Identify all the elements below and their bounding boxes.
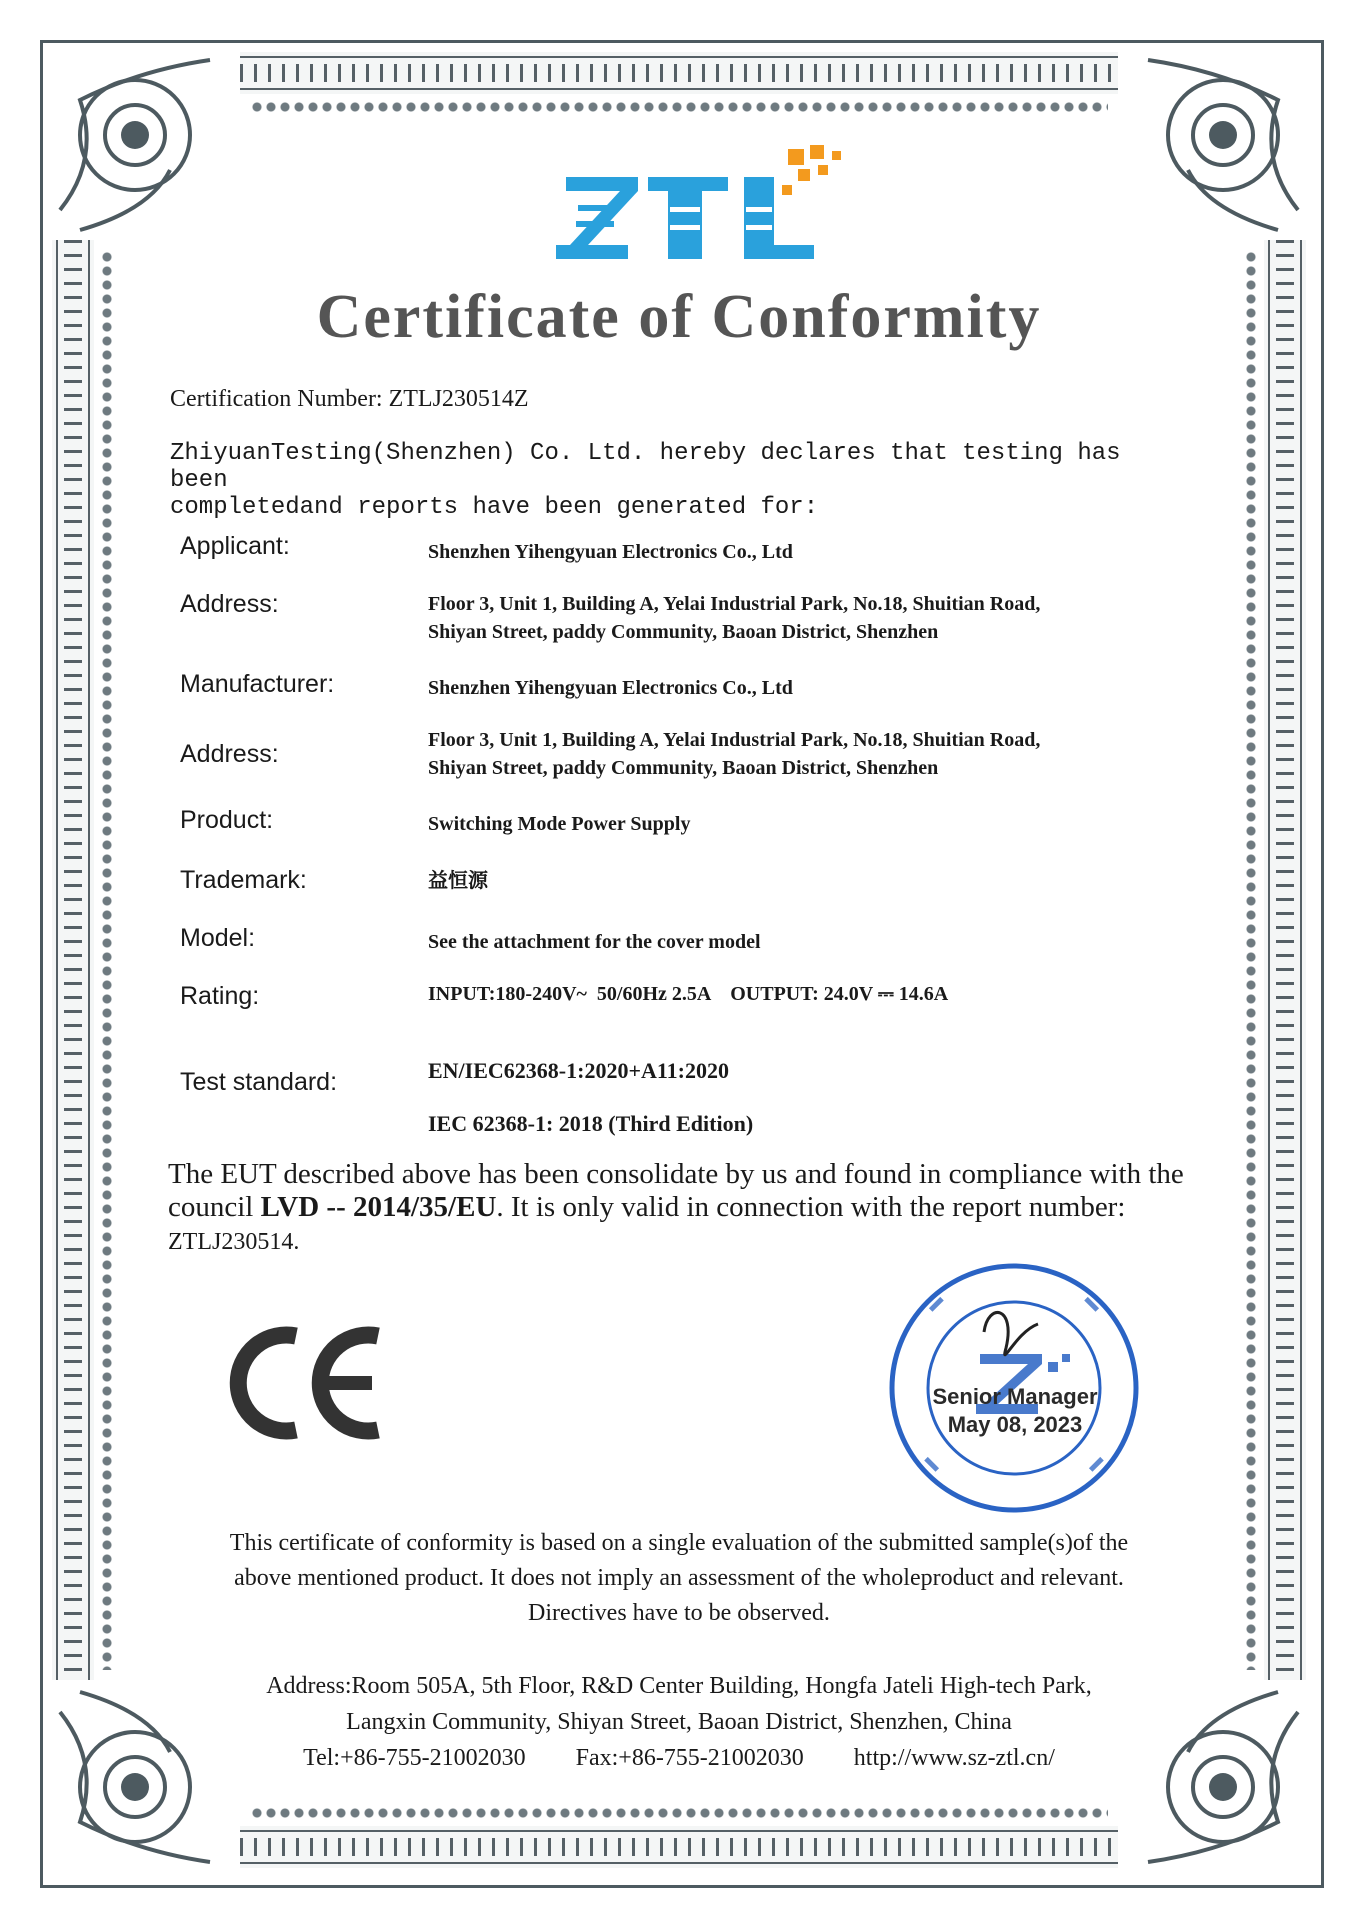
compliance-part-1: The EUT described above has been consolidate by us and found in compliance with the council [168,1158,1184,1223]
test-standard-line-2: IEC 62368-1: 2018 (Third Edition) [428,1111,754,1136]
issuer-website[interactable]: http://www.sz-ztl.cn/ [853,1745,1055,1771]
issuer-contacts [150,1740,1208,1776]
footnote-line-2: above mentioned product. It does not imply an assessment of the wholeproduct and relevant. [234,1565,1124,1591]
declaration-text [170,440,1190,521]
model-label: Model: [180,924,256,952]
product-value: Switching Mode Power Supply [428,813,691,835]
top-bead-row [250,100,1108,114]
rating-label: Rating: [180,982,260,1010]
applicant-address-label: Address: [180,590,279,618]
manufacturer-label: Manufacturer: [180,670,335,698]
ztl-logo [548,145,848,270]
ce-mark-icon [228,1322,388,1444]
top-border-band [240,52,1118,94]
issuer-tel: Tel:+86-755-21002030 [303,1745,526,1771]
left-bead-row [100,250,114,1670]
declaration-line-1: ZhiyuanTesting(Shenzhen) Co. Ltd. hereby declares that testing has been [170,440,1121,494]
test-standard-value [428,1044,753,1150]
manufacturer-address-label: Address: [180,740,279,768]
manufacturer-address-line-1: Floor 3, Unit 1, Building A, Yelai Industrial Park, No.18, Shuitian Road, [428,729,1041,751]
test-standard-label: Test standard: [180,1068,338,1096]
declaration-line-2: completedand reports have been generated for: [170,494,819,521]
certification-number: Certification Number: ZTLJ230514Z [170,386,529,412]
top-right-ornament-icon [1108,40,1318,250]
report-number: ZTLJ230514. [168,1229,300,1255]
signature-date: May 08, 2023 [947,1412,1083,1437]
left-border-band [52,240,94,1680]
product-label: Product: [180,806,274,834]
applicant-address-line-1: Floor 3, Unit 1, Building A, Yelai Industrial Park, No.18, Shuitian Road, [428,593,1041,615]
certificate-title: Certificate of Conformity [316,283,1042,351]
manufacturer-value: Shenzhen Yihengyuan Electronics Co., Ltd [428,677,793,699]
footnote-line-1: This certificate of conformity is based on a single evaluation of the submitted sample(s)of the [229,1530,1129,1556]
applicant-address-line-2: Shiyan Street, paddy Community, Baoan District, Shenzhen [428,621,939,643]
footnote-line-3: Directives have to be observed. [528,1600,830,1626]
manufacturer-address-value [428,726,1040,782]
certificate-footnote [150,1526,1208,1631]
applicant-address-value [428,590,1040,646]
manufacturer-address-line-2: Shiyan Street, paddy Community, Baoan District, Shenzhen [428,757,939,779]
issuer-address-line-2: Langxin Community, Shiyan Street, Baoan District, Shenzhen, China [346,1709,1012,1735]
right-border-band [1264,240,1306,1680]
applicant-value: Shenzhen Yihengyuan Electronics Co., Ltd [428,541,793,563]
compliance-statement [168,1158,1208,1259]
right-bead-row [1244,250,1258,1670]
signer-title: Senior Manager [932,1384,1098,1409]
bottom-border-band [240,1826,1118,1868]
directive-reference: LVD -- 2014/35/EU [260,1191,497,1223]
test-standard-line-1: EN/IEC62368-1:2020+A11:2020 [428,1058,729,1083]
trademark-label: Trademark: [180,866,307,894]
issuer-contact-block [150,1668,1208,1776]
rating-value: INPUT:180-240V~ 50/60Hz 2.5A OUTPUT: 24.0V ⎓ 14.6A [428,983,949,1005]
trademark-value: 益恒源 [428,868,488,892]
compliance-part-2: . It is only valid in connection with the report number: [496,1191,1126,1223]
applicant-label: Applicant: [180,532,290,560]
top-left-ornament-icon [40,40,250,250]
issuer-fax: Fax:+86-755-21002030 [575,1745,804,1771]
bottom-bead-row [250,1806,1108,1820]
model-value: See the attachment for the cover model [428,931,761,953]
issuer-address-line-1: Address:Room 505A, 5th Floor, R&D Center Building, Hongfa Jateli High-tech Park, [266,1673,1092,1699]
